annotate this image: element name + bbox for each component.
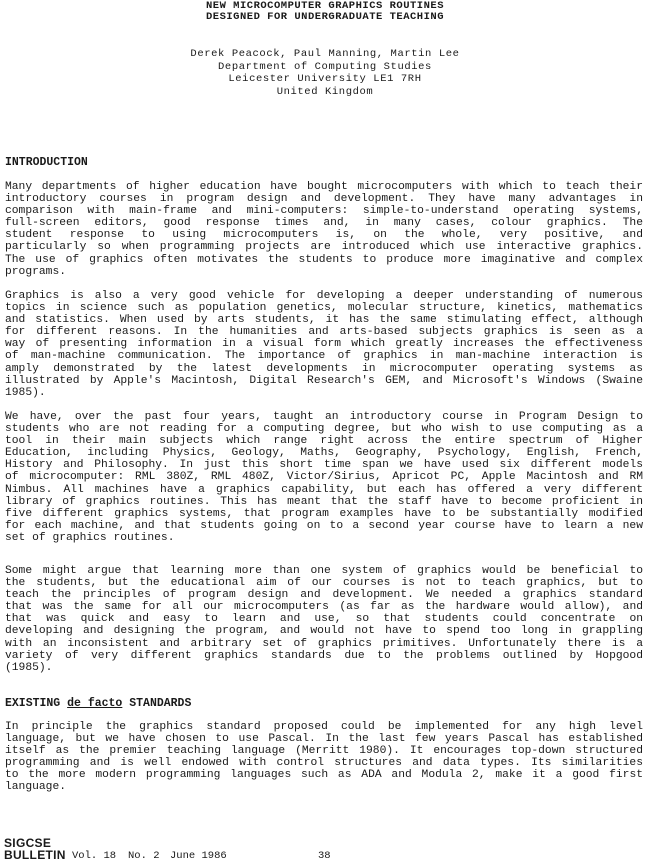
text-line: Many departments of higher education have bought microcomputers with which to teach their (5, 181, 643, 193)
text-line: In principle the graphics standard proposed could be implemented for any high level (5, 721, 643, 733)
author-names: Derek Peacock, Paul Manning, Martin Lee (190, 48, 460, 60)
text-line: Education, including Physics, Geology, Maths, Geography, Psychology, English, French, (5, 447, 643, 460)
text-line: Nimbus. All machines have a graphics capability, but each has offered a very different (5, 483, 643, 496)
footer-date: June 1986 (170, 850, 227, 862)
heading-de-facto: de facto (67, 697, 123, 710)
text-line: language, but we have chosen to use Pascal. In the last few years Pascal has established (5, 733, 643, 746)
author-department: Department of Computing Studies (218, 60, 432, 73)
text-line: programs. (5, 265, 67, 278)
text-line: illustrated by Apple's Macintosh, Digital Research's GEM, and Microsoft's Windows (Swaine (5, 374, 643, 387)
text-line: five different graphics systems, that program examples have to be substantially modified (5, 507, 643, 520)
footer-number: No. 2 (128, 850, 160, 862)
text-line: for each machine, and that students going on to a second year course have to learn a new (5, 519, 643, 532)
text-line: language. (5, 781, 67, 794)
footer-bulletin: BULLETIN (4, 848, 66, 862)
paper-title-line-1: NEW MICROCOMPUTER GRAPHICS ROUTINES (205, 0, 445, 12)
text-line: and statistics. When used by arts students, it has the same stimulating effect, although (5, 314, 643, 327)
text-line: way of presenting information in a visual form which greatly increases the effectiveness (5, 338, 643, 351)
text-line: comparison with main-frame and mini-computers: simple-to-understand operating systems, (5, 205, 643, 218)
text-line: full-screen editors, good response times and, in many cases, colour graphics. The (5, 217, 643, 230)
paragraph-5 (5, 721, 643, 794)
heading-existing-prefix: EXISTING (5, 697, 68, 710)
text-line: itself as the premier teaching language (Merritt 1980). It encourages top-down structured (5, 745, 643, 758)
heading-existing-suffix: STANDARDS (122, 697, 192, 710)
text-line: teach the principles of program design and development. We needed a graphics standard (5, 589, 643, 602)
text-line: topics in science such as population genetics, molecular structure, kinetics, mathematics (5, 302, 643, 315)
heading-introduction: INTRODUCTION (5, 156, 88, 169)
text-line: introductory courses in program design and development. They have many advantages in (5, 193, 643, 206)
text-line: tool in their main subjects which range right across the entire spectrum of Higher (5, 435, 643, 448)
text-line: students who are not reading for a computing degree, but who wish to use computing as a (5, 423, 643, 436)
footer-page-number: 38 (318, 850, 331, 862)
text-line: Graphics is also a very good vehicle for developing a deeper understanding of numerous (5, 290, 643, 302)
paragraph-2 (5, 290, 643, 399)
text-line: student response to using microcomputers is, on the whole, very positive, and (5, 229, 643, 242)
text-line: Some might argue that learning more than one system of graphics would be beneficial to (5, 565, 643, 577)
text-line: of man-machine communication. The importance of graphics in man-machine interaction is (5, 350, 643, 363)
text-line: library of graphics routines. This has meant that the staff have to become proficient in (5, 495, 643, 508)
heading-existing-standards (5, 697, 191, 710)
text-line: the students, but the educational aim of our courses is not to teach graphics, but to (5, 577, 643, 590)
paragraph-3 (5, 411, 643, 544)
text-line: particularly so when programming projects are introduced which use interactive graphics. (5, 241, 643, 254)
footer-volume: Vol. 18 (72, 850, 117, 862)
paragraph-4 (5, 565, 643, 674)
author-university: Leicester University LE1 7RH (228, 73, 422, 85)
text-line: of microcomputer: RML 380Z, RML 480Z, Victor/Sirius, Apricot PC, Apple Macintosh and RM (5, 471, 643, 484)
text-line: History and Philosophy. In just this short time span we have used six different models (5, 459, 643, 472)
text-line: for different reasons. In the humanities and arts-based subjects graphics is seen as a (5, 326, 643, 339)
paper-title-line-2: DESIGNED FOR UNDERGRADUATE TEACHING (205, 11, 445, 23)
text-line: to the more modern programming languages such as ADA and Modula 2, make it a good first (5, 769, 643, 782)
text-line: variety of very different graphics standards due to the problems outlined by Hopgood (5, 649, 643, 662)
text-line: that was quick and easy to learn and use, so that students could concentrate on (5, 613, 643, 626)
text-line: 1985). (5, 386, 46, 399)
author-country: United Kingdom (276, 85, 374, 98)
footer-sigcse: SIGCSE (4, 836, 52, 850)
text-line: (1985). (5, 661, 53, 674)
text-line: We have, over the past four years, taught an introductory course in Program Design to (5, 411, 643, 423)
paragraph-1 (5, 181, 643, 278)
text-line: set of graphics routines. (5, 531, 175, 544)
text-line: with an inconsistent and arbitrary set of graphics primitives. Unfortunately there is a (5, 637, 643, 650)
text-line: that was the same for all our microcomputers (as far as the hardware would allow), and (5, 601, 643, 614)
text-line: programming and is well endowed with control structures and data types. Its similarities (5, 757, 643, 770)
text-line: The use of graphics often motivates the students to produce more imaginative and complex (5, 253, 643, 266)
text-line: developing and designing the program, and would not have to spend too long in grappling (5, 625, 643, 638)
text-line: amply demonstrated by the latest developments in microcomputer operating systems as (5, 362, 643, 375)
